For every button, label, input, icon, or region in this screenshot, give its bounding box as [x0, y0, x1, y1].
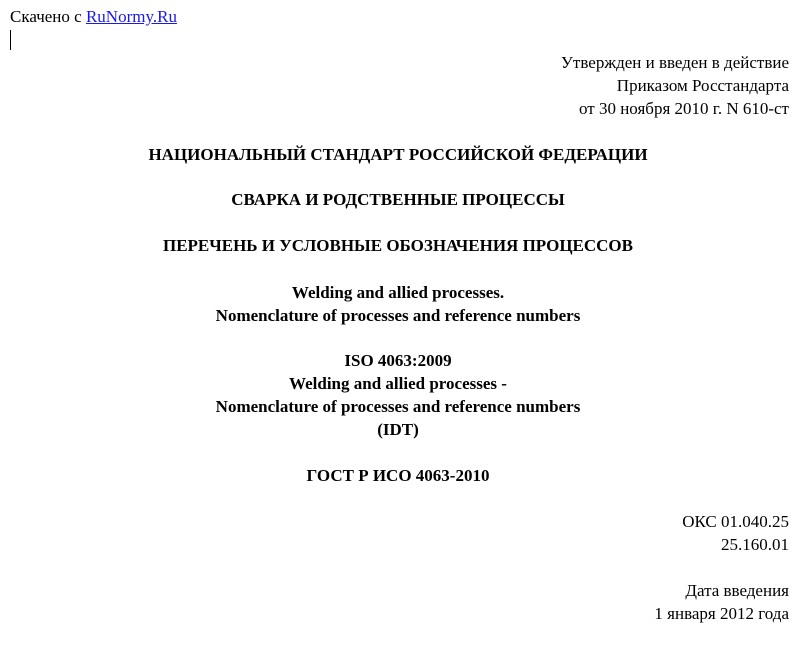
title-ru-line-2: ПЕРЕЧЕНЬ И УСЛОВНЫЕ ОБОЗНАЧЕНИЯ ПРОЦЕССОВ [162, 236, 633, 255]
iso-line: Welding and allied processes - [289, 374, 507, 393]
source-prefix: Скачено с [10, 7, 86, 26]
approval-line: Утвержден и введен в действие [560, 53, 789, 72]
iso-line: (IDT) [377, 420, 419, 439]
runormy-link[interactable]: RuNormy.Ru [85, 7, 177, 26]
oks-line: 25.160.01 [721, 535, 789, 554]
iso-line: Nomenclature of processes and reference numbers [215, 397, 581, 416]
oks-line: ОКС 01.040.25 [682, 512, 789, 531]
intro-date-value: 1 января 2012 года [654, 604, 789, 623]
title-ru-line-1: СВАРКА И РОДСТВЕННЫЕ ПРОЦЕССЫ [231, 190, 565, 209]
oks-block [682, 510, 789, 556]
title-en-line: Welding and allied processes. [291, 283, 505, 302]
text-cursor [10, 30, 11, 50]
title-en-block [0, 281, 796, 327]
iso-block [0, 349, 796, 441]
intro-date-label: Дата введения [685, 581, 789, 600]
national-standard-heading: НАЦИОНАЛЬНЫЙ СТАНДАРТ РОССИЙСКОЙ ФЕДЕРАЦИИ [148, 145, 648, 164]
iso-line: ISO 4063:2009 [344, 351, 452, 370]
gost-designation: ГОСТ Р ИСО 4063-2010 [306, 466, 490, 485]
approval-line: Приказом Росстандарта [616, 76, 789, 95]
approval-block [561, 51, 789, 120]
source-line [10, 5, 177, 28]
intro-date-block [654, 579, 789, 625]
approval-line: от 30 ноября 2010 г. N 610-ст [579, 99, 789, 118]
title-en-line: Nomenclature of processes and reference numbers [215, 306, 581, 325]
